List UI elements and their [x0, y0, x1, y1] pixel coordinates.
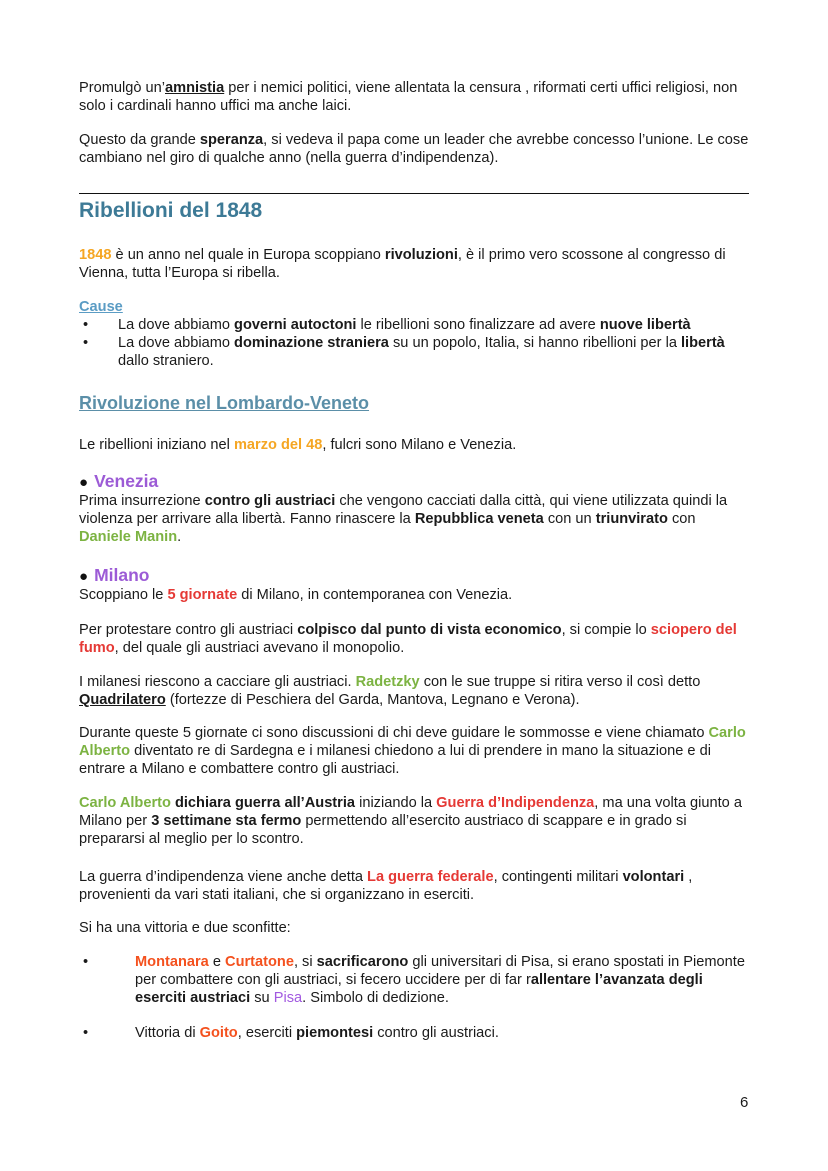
keyword: triunvirato: [595, 511, 668, 527]
text: Scoppiano le: [79, 587, 168, 603]
city-title: Venezia: [94, 471, 159, 491]
list-item-cause-1: [79, 316, 751, 334]
paragraph-speranza: [79, 131, 751, 167]
text: su: [250, 990, 274, 1006]
text: è un anno nel quale in Europa scoppiano: [111, 247, 385, 263]
person-highlight: Daniele Manin: [79, 529, 178, 545]
text: , ma una volta giunto a Milano per: [79, 795, 742, 829]
keyword: contro gli austriaci: [204, 493, 336, 509]
keyword: dominazione straniera: [234, 335, 389, 351]
text: , fulcri sono Milano e Venezia.: [322, 437, 517, 453]
keyword: governi autoctoni: [234, 317, 357, 333]
text: gli universitari di Pisa, si erano spostati in Piemonte per combattere con gli austriaci, si fecero uccidere per di far r: [135, 954, 745, 988]
text: diventato re di Sardegna e i milanesi chiedono a lui di prendere in mano la situazione e di entrare a Milano e combattere contro gli austriaci.: [79, 743, 711, 777]
keyword: piemontesi: [296, 1025, 374, 1041]
text: , del quale gli austriaci avevano il monopolio.: [114, 640, 405, 656]
year-1848: 1848: [79, 247, 112, 263]
place-highlight: Goito: [199, 1025, 238, 1041]
text: Per protestare contro gli austriaci: [79, 622, 298, 638]
paragraph-carlo-alberto: [79, 724, 751, 778]
text: e: [208, 954, 226, 970]
keyword: allentare l’avanzata degli eserciti austriaci: [135, 972, 703, 1006]
text: Le ribellioni iniziano nel: [79, 437, 234, 453]
paragraph-venezia: [79, 492, 751, 546]
place-highlight: Montanara: [135, 954, 209, 970]
text: Questo da grande: [79, 132, 200, 148]
text: di Milano, in contemporanea con Venezia.: [237, 587, 513, 603]
text: per i nemici politici, viene allentata la censura , riformati certi uffici religiosi, non solo i cardinali hanno uffici ma anche laici.: [79, 80, 738, 114]
text: I milanesi riescono a cacciare gli austriaci.: [79, 674, 356, 690]
text: (fortezze di Peschiera del Garda, Mantova, Legnano e Verona).: [165, 692, 580, 708]
text: con un: [543, 511, 596, 527]
text: , è il primo vero scossone al congresso di Vienna, tutta l’Europa si ribella.: [79, 247, 726, 281]
keyword-rivoluzioni: rivoluzioni: [384, 247, 458, 263]
text: , eserciti: [237, 1025, 297, 1041]
bullet: •: [83, 335, 89, 351]
paragraph-guerra-federale: [79, 868, 751, 904]
text: La dove abbiamo: [118, 317, 235, 333]
paragraph-sciopero: [79, 621, 751, 657]
text: , si compie lo: [561, 622, 651, 638]
bullet: •: [83, 954, 89, 970]
keyword: 3 settimane sta fermo: [151, 813, 302, 829]
paragraph-1848: [79, 246, 751, 282]
paragraph-marzo-48: [79, 436, 751, 454]
keyword: Repubblica veneta: [414, 511, 544, 527]
text: iniziando la: [355, 795, 437, 811]
place-highlight-pisa: Pisa: [273, 990, 303, 1006]
text: , provenienti da vari stati italiani, che si organizzano in eserciti.: [79, 869, 693, 903]
text: Vittoria di: [135, 1025, 200, 1041]
cause-label: Cause: [79, 299, 123, 315]
list-item-cause-2: [79, 334, 751, 370]
event-highlight: sciopero del fumo: [79, 622, 737, 656]
event-highlight: La guerra federale: [367, 869, 494, 885]
place-highlight: Curtatone: [225, 954, 294, 970]
text: su un popolo, Italia, si hanno ribellioni per la: [388, 335, 681, 351]
person-highlight: Carlo Alberto: [79, 725, 746, 759]
text: , si: [293, 954, 317, 970]
text: Promulgò un’: [79, 80, 165, 96]
text: La guerra d’indipendenza viene anche detta: [79, 869, 368, 885]
text: che vengono cacciati dalla città, qui viene utilizzata quindi la violenza per arrivare alla libertà. Fanno rinascere la: [79, 493, 728, 527]
text: . Simbolo di dedizione.: [302, 990, 449, 1006]
text: dallo straniero.: [118, 353, 214, 369]
bullet: •: [83, 317, 89, 333]
paragraph-guerra-indipendenza: [79, 794, 751, 848]
section-heading-lombardo-veneto: Rivoluzione nel Lombardo-Veneto: [79, 393, 370, 413]
keyword-quadrilatero: Quadrilatero: [79, 692, 166, 708]
bullet-dot-icon: ●: [79, 474, 89, 491]
keyword: dichiara guerra all’Austria: [170, 795, 356, 811]
text: contro gli austriaci.: [373, 1025, 499, 1041]
section-heading-1848: Ribellioni del 1848: [79, 199, 263, 222]
keyword: sacrificarono: [316, 954, 409, 970]
keyword-speranza: speranza: [199, 132, 264, 148]
date-highlight: marzo del 48: [233, 437, 323, 453]
paragraph-radetzky: [79, 673, 751, 709]
text: con: [667, 511, 696, 527]
city-title: Milano: [94, 565, 150, 585]
text: .: [177, 529, 182, 545]
section-divider: [79, 193, 749, 194]
bullet-dot-icon: ●: [79, 568, 89, 585]
text: permettendo all’esercito austriaco di scappare e in grado si prepararsi al meglio per lo scontro.: [79, 813, 687, 847]
text: le ribellioni sono finalizzare ad avere: [356, 317, 600, 333]
event-highlight: Guerra d’Indipendenza: [436, 795, 595, 811]
keyword: nuove libertà: [599, 317, 691, 333]
person-highlight: Radetzky: [355, 674, 420, 690]
bullet: •: [83, 1025, 89, 1041]
keyword: volontari: [622, 869, 685, 885]
paragraph-vittoria-sconfitte: Si ha una vittoria e due sconfitte:: [79, 920, 291, 936]
city-heading-venezia: [79, 470, 158, 494]
paragraph-amnistia: [79, 79, 751, 115]
person-highlight: Carlo Alberto: [79, 795, 171, 811]
city-heading-milano: [79, 564, 149, 588]
text: Prima insurrezione: [79, 493, 205, 509]
text: Durante queste 5 giornate ci sono discussioni di chi deve guidare le sommosse e viene chiamato: [79, 725, 709, 741]
keyword: libertà: [681, 335, 725, 351]
event-highlight: 5 giornate: [167, 587, 238, 603]
list-item-montanara: [79, 953, 751, 1007]
list-item-goito: [79, 1024, 751, 1042]
page-number: 6: [740, 1094, 749, 1111]
paragraph-5-giornate: [79, 586, 751, 604]
text: con le sue truppe si ritira verso il così detto: [419, 674, 701, 690]
text: , si vedeva il papa come un leader che avrebbe concesso l’unione. Le cose cambiano nel giro di qualche anno (nella guerra d’indipendenza).: [79, 132, 749, 166]
text: La dove abbiamo: [118, 335, 235, 351]
text: , contingenti militari: [493, 869, 623, 885]
keyword-amnistia: amnistia: [165, 80, 225, 96]
keyword: colpisco dal punto di vista economico: [297, 622, 562, 638]
